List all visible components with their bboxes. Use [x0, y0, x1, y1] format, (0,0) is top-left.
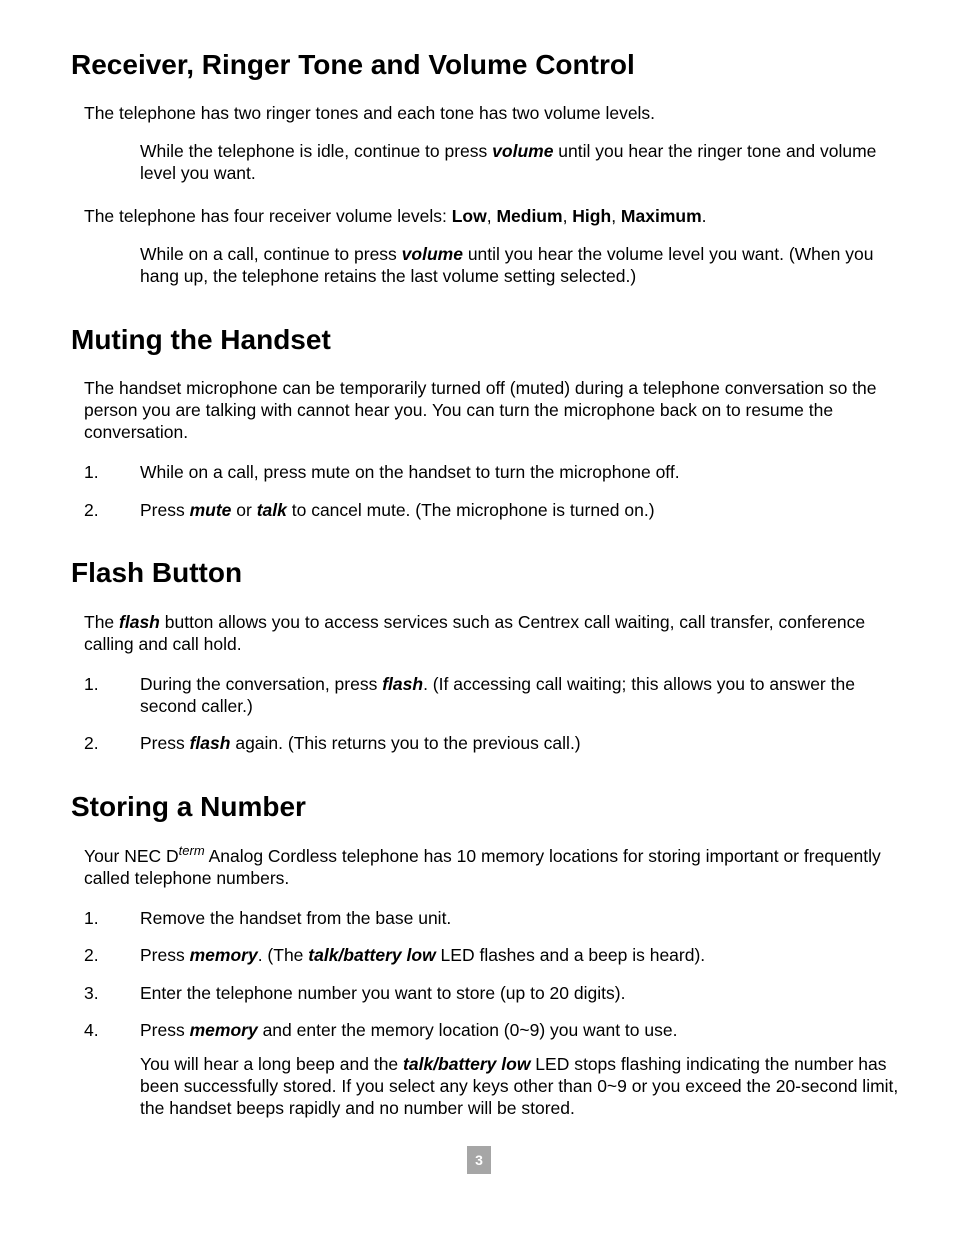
storing-step-4: Press memory and enter the memory location (0~9) you want to use. [140, 1020, 678, 1040]
storing-result-paragraph: You will hear a long beep and the talk/battery low LED stops flashing indicating the number has been successfully stored. If you select any keys other than 0~9 or you exceed the 20-second limit, the handset beeps rapidly and no number will be stored. [140, 1054, 899, 1118]
list-number: 1. [84, 908, 99, 928]
level-medium: Medium [496, 206, 563, 226]
list-number: 1. [84, 462, 99, 482]
receiver-volume-instruction: While on a call, continue to press volume until you hear the volume level you want. (When you hang up, the telephone retains the last volume setting selected.) [140, 244, 874, 286]
flash-key: flash [382, 674, 424, 694]
list-number: 1. [84, 674, 99, 694]
muting-intro-paragraph: The handset microphone can be temporarily turned off (muted) during a telephone conversation so the person you are talking with cannot hear you. You can turn the microphone back on to resume the conversation. [84, 378, 877, 442]
talk-battery-low-led: talk/battery low [308, 945, 436, 965]
flash-key: flash [189, 733, 231, 753]
heading-storing-number: Storing a Number [71, 791, 306, 822]
mute-key: mute [189, 500, 232, 520]
volume-key: volume [492, 141, 554, 161]
memory-key: memory [189, 1020, 258, 1040]
list-number: 4. [84, 1020, 99, 1040]
storing-step-3: Enter the telephone number you want to store (up to 20 digits). [140, 983, 626, 1003]
flash-intro-paragraph: The flash button allows you to access services such as Centrex call waiting, call transfer, conference calling and call hold. [84, 612, 866, 654]
storing-intro-paragraph: Your NEC $D^{term}$ Analog Cordless telephone has 10 memory locations for storing important or frequently called telephone numbers. [84, 843, 881, 888]
level-low: Low [451, 206, 487, 226]
level-maximum: Maximum [620, 206, 702, 226]
flash-step-2: Press flash again. (This returns you to the previous call.) [140, 733, 581, 753]
muting-step-1: While on a call, press mute on the handset to turn the microphone off. [140, 462, 680, 482]
list-number: 3. [84, 983, 99, 1003]
storing-step-2: Press memory. (The talk/battery low LED flashes and a beep is heard). [140, 945, 706, 965]
level-high: High [572, 206, 612, 226]
memory-key: memory [189, 945, 258, 965]
heading-muting-handset: Muting the Handset [71, 324, 331, 355]
ringer-volume-instruction: While the telephone is idle, continue to press volume until you hear the ringer tone and volume level you want. [140, 141, 877, 183]
page-number-badge: 3 [467, 1146, 491, 1174]
muting-step-2: Press mute or talk to cancel mute. (The microphone is turned on.) [140, 500, 655, 520]
ringer-tones-paragraph: The telephone has two ringer tones and each tone has two volume levels. [84, 103, 656, 123]
volume-key: volume [401, 244, 463, 264]
flash-key: flash [119, 612, 160, 632]
term-superscript: term [178, 843, 205, 858]
heading-flash-button: Flash Button [71, 557, 243, 588]
storing-step-1: Remove the handset from the base unit. [140, 908, 452, 928]
receiver-levels-paragraph: The telephone has four receiver volume levels: Low, Medium, High, Maximum. [84, 206, 707, 226]
heading-receiver-ringer-volume: Receiver, Ringer Tone and Volume Control [71, 49, 635, 80]
talk-battery-low-led: talk/battery low [403, 1054, 531, 1074]
flash-step-1: During the conversation, press flash. (If accessing call waiting; this allows you to answer the second caller.) [140, 674, 855, 716]
list-number: 2. [84, 945, 99, 965]
list-number: 2. [84, 500, 99, 520]
list-number: 2. [84, 733, 99, 753]
talk-key: talk [256, 500, 287, 520]
